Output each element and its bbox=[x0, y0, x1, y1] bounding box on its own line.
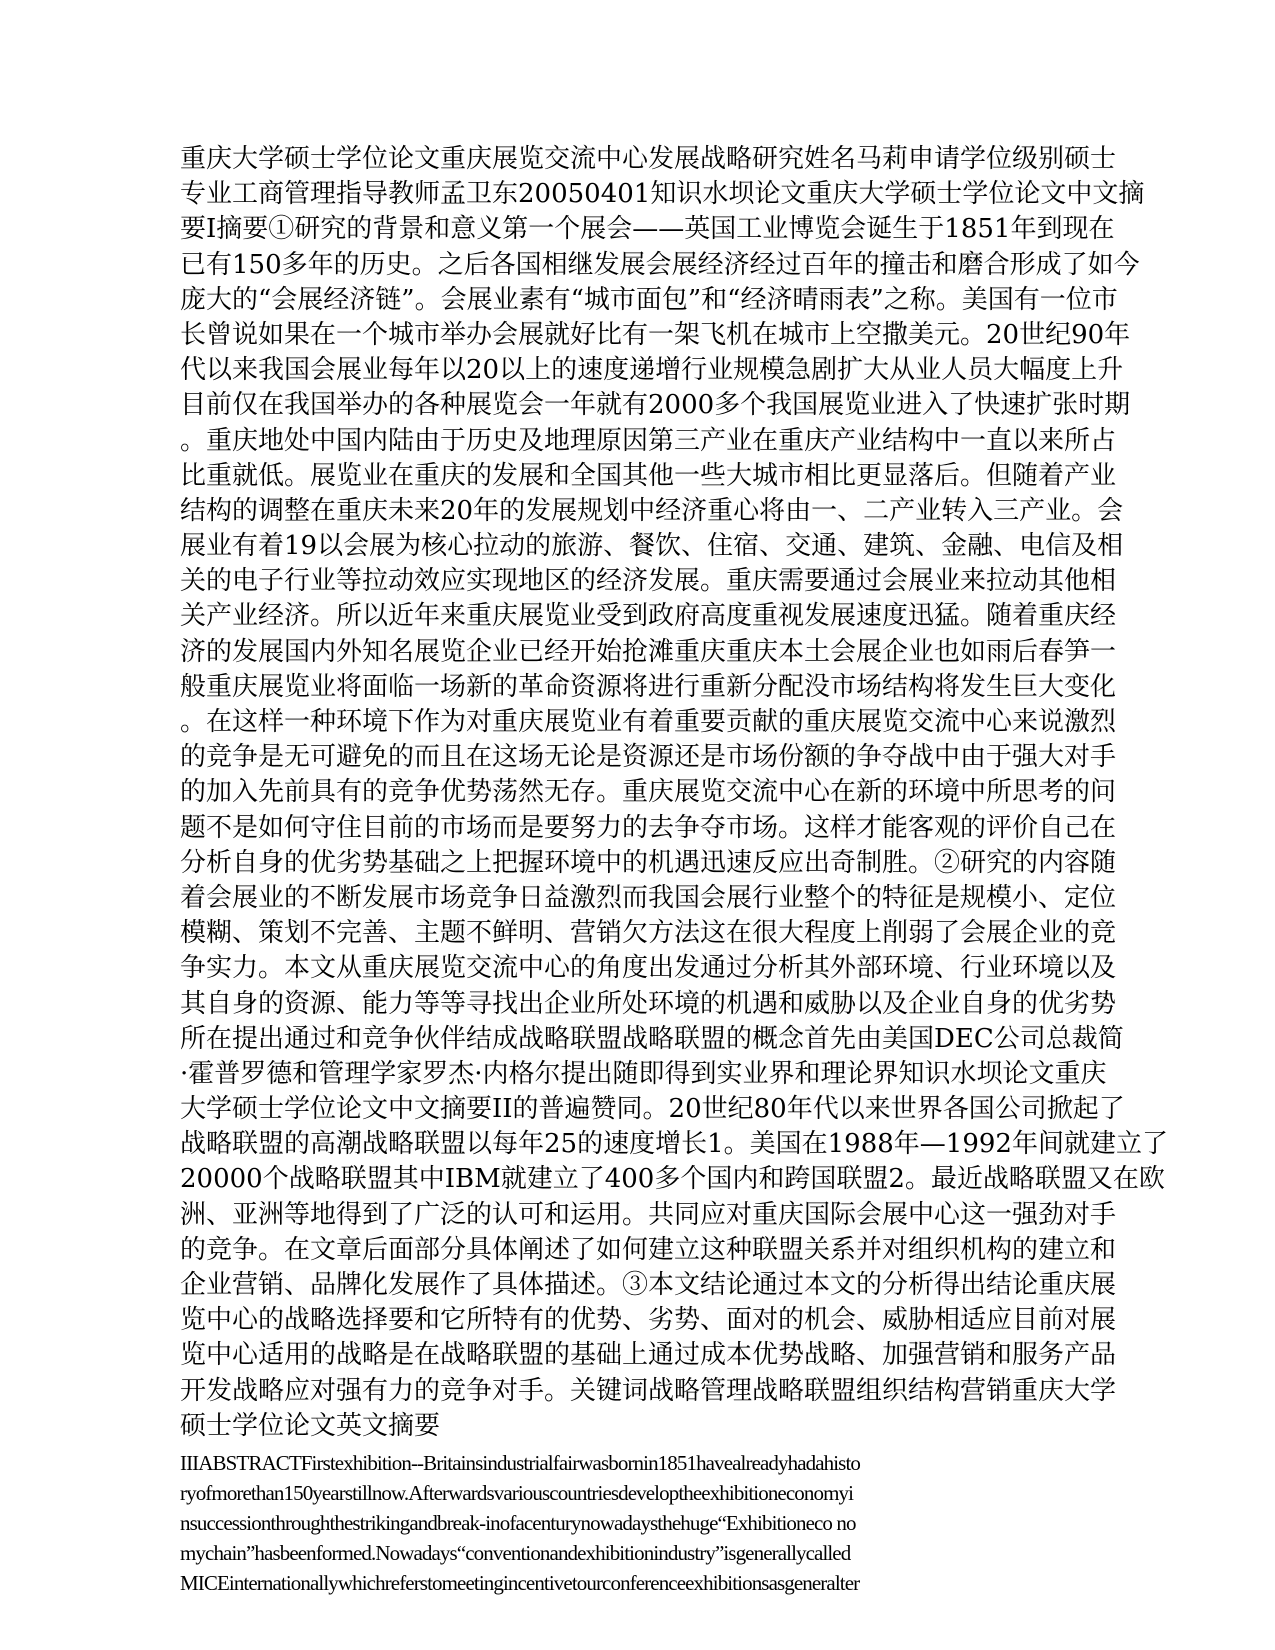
text-line: 大学硕士学位论文中文摘要II的普遍赞同。20世纪80年代以来世界各国公司掀起了 bbox=[180, 1094, 1125, 1125]
text-line: 。在这样一种环境下作为对重庆展览业有着重要贡献的重庆展览交流中心来说激烈 bbox=[180, 707, 1117, 737]
text-line: 的加入先前具有的竞争优势荡然无存。重庆展览交流中心在新的环境中所思考的问 bbox=[180, 777, 1117, 808]
text-line: mychain”hasbeenformed.Nowadays“conventionandexhibitionindustry”isgenerallycalled bbox=[180, 1540, 851, 1565]
text-line: 长曾说如果在一个城市举办会展就好比有一架飞机在城市上空撒美元。20世纪90年 bbox=[180, 319, 1131, 350]
document-page bbox=[180, 142, 1168, 1598]
text-line: ryofmorethan150yearstillnow.Afterwardsvariouscountriesdeveloptheexhibitioneconomyi bbox=[180, 1480, 854, 1505]
text-line: 分析自身的优劣势基础之上把握环境中的机遇迅速反应出奇制胜。②研究的内容随 bbox=[180, 847, 1117, 878]
text-line: 要I摘要①研究的背景和意义第一个展会——英国工业博览会诞生于1851年到现在 bbox=[180, 214, 1115, 245]
text-line: 已有150多年的历史。之后各国相继发展会展经济经过百年的撞击和磨合形成了如今 bbox=[180, 249, 1140, 280]
text-line: 企业营销、品牌化发展作了具体描述。③本文结论通过本文的分析得出结论重庆展 bbox=[180, 1270, 1117, 1300]
text-line: 代以来我国会展业每年以20以上的速度递增行业规模急剧扩大从业人员大幅度上升 bbox=[180, 355, 1124, 386]
text-line: 的竞争是无可避免的而且在这场无论是资源还是市场份额的争夺战中由于强大对手 bbox=[180, 742, 1117, 773]
english-abstract-text bbox=[180, 1448, 1032, 1598]
text-line: 济的发展国内外知名展览企业已经开始抢滩重庆重庆本土会展企业也如雨后春笋一 bbox=[180, 636, 1117, 667]
text-line: IIIABSTRACTFirstexhibition--Britainsindustrialfairwasbornin1851havealreadyhadahisto bbox=[180, 1450, 860, 1475]
text-line: 展业有着19以会展为核心拉动的旅游、餐饮、住宿、交通、建筑、金融、电信及相 bbox=[180, 531, 1124, 562]
text-line: 关的电子行业等拉动效应实现地区的经济发展。重庆需要通过会展业来拉动其他相 bbox=[180, 566, 1117, 597]
text-line: 开发战略应对强有力的竞争对手。关键词战略管理战略联盟组织结构营销重庆大学 bbox=[180, 1375, 1117, 1406]
text-line: ·霍普罗德和管理学家罗杰·内格尔提出随即得到实业界和理论界知识水坝论文重庆 bbox=[180, 1058, 1107, 1089]
text-line: 的竞争。在文章后面部分具体阐述了如何建立这种联盟关系并对组织机构的建立和 bbox=[180, 1234, 1117, 1265]
text-line: 。重庆地处中国内陆由于历史及地理原因第三产业在重庆产业结构中一直以来所占 bbox=[180, 425, 1117, 456]
text-line: nsuccessionthroughthestrikingandbreak-inofacenturynowadaysthehuge“Exhibitioneco no bbox=[180, 1510, 856, 1535]
text-line: 结构的调整在重庆未来20年的发展规划中经济重心将由一、二产业转入三产业。会 bbox=[180, 495, 1124, 526]
chinese-abstract-text bbox=[180, 142, 1168, 1444]
text-line: 庞大的“会展经济链”。会展业素有“城市面包”和“经济晴雨表”之称。美国有一位市 bbox=[180, 284, 1118, 315]
text-line: 览中心的战略选择要和它所特有的优势、劣势、面对的机会、威胁相适应目前对展 bbox=[180, 1305, 1117, 1336]
text-line: 比重就低。展览业在重庆的发展和全国其他一些大城市相比更显落后。但随着产业 bbox=[180, 460, 1117, 491]
text-line: 着会展业的不断发展市场竞争日益激烈而我国会展行业整个的特征是规模小、定位 bbox=[180, 882, 1117, 913]
text-line: 战略联盟的高潮战略联盟以每年25的速度增长1。美国在1988年—1992年间就建立了 bbox=[180, 1129, 1168, 1160]
text-line: 关产业经济。所以近年来重庆展览业受到政府高度重视发展速度迅猛。随着重庆经 bbox=[180, 601, 1117, 632]
text-line: 专业工商管理指导教师孟卫东20050401知识水坝论文重庆大学硕士学位论文中文摘 bbox=[180, 179, 1145, 210]
text-line: 争实力。本文从重庆展览交流中心的角度出发通过分析其外部环境、行业环境以及 bbox=[180, 953, 1117, 984]
text-line: 模糊、策划不完善、主题不鲜明、营销欠方法这在很大程度上削弱了会展企业的竞 bbox=[180, 918, 1117, 949]
text-line: 览中心适用的战略是在战略联盟的基础上通过成本优势战略、加强营销和服务产品 bbox=[180, 1340, 1117, 1371]
text-line: 其自身的资源、能力等等寻找出企业所处环境的机遇和威胁以及企业自身的优劣势 bbox=[180, 988, 1117, 1019]
text-line: MICEinternationallywhichreferstomeetingincentivetourconferenceexhibitionsasgeneralter bbox=[180, 1570, 860, 1595]
text-line: 目前仅在我国举办的各种展览会一年就有2000多个我国展览业进入了快速扩张时期 bbox=[180, 390, 1131, 421]
text-line: 硕士学位论文英文摘要 bbox=[180, 1410, 441, 1441]
text-line: 般重庆展览业将面临一场新的革命资源将进行重新分配没市场结构将发生巨大变化 bbox=[180, 671, 1117, 702]
text-line: 所在提出通过和竞争伙伴结成战略联盟战略联盟的概念首先由美国DEC公司总裁简 bbox=[180, 1023, 1124, 1054]
text-line: 洲、亚洲等地得到了广泛的认可和运用。共同应对重庆国际会展中心这一强劲对手 bbox=[180, 1199, 1117, 1230]
text-line: 20000个战略联盟其中IBM就建立了400多个国内和跨国联盟2。最近战略联盟又在欧 bbox=[180, 1164, 1165, 1195]
text-line: 重庆大学硕士学位论文重庆展览交流中心发展战略研究姓名马莉申请学位级别硕士 bbox=[180, 144, 1117, 174]
text-line: 题不是如何守住目前的市场而是要努力的去争夺市场。这样才能客观的评价自己在 bbox=[180, 812, 1117, 843]
